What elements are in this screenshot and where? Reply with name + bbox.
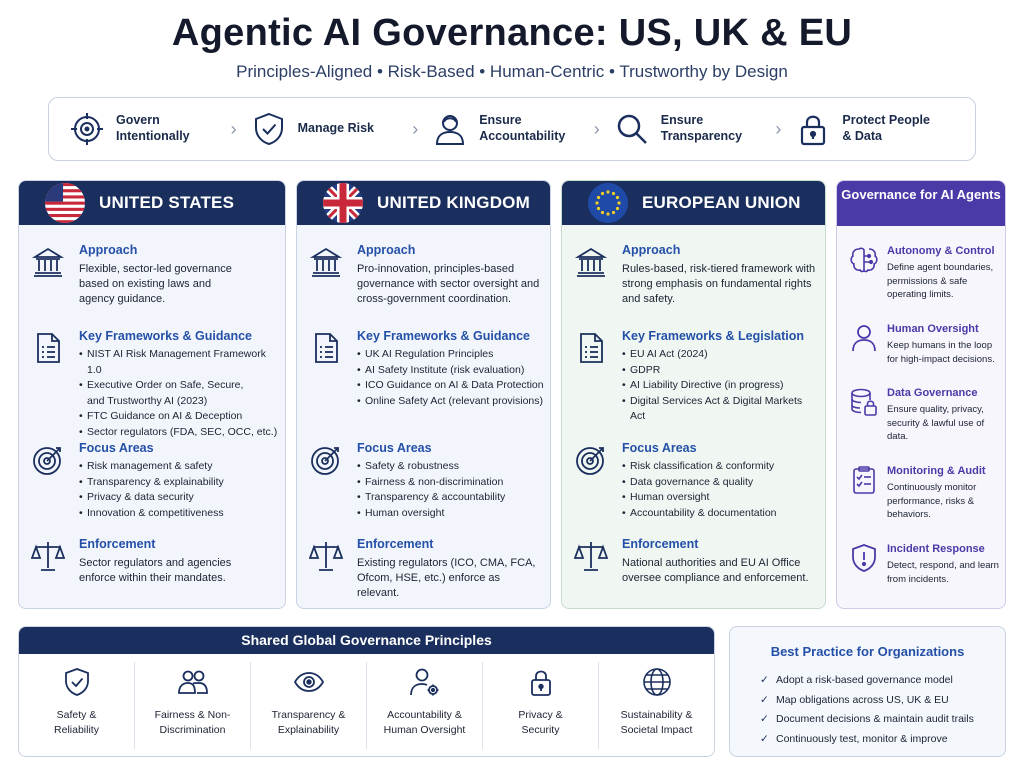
target-icon [69,111,105,147]
principle-label: Safety & Reliability [54,709,99,736]
scales-icon [31,539,65,573]
checklist-icon [849,465,879,495]
list-item: • Transparency & explainability [79,475,224,491]
shield-alert-icon [849,543,879,573]
section-title: Enforcement [622,537,699,551]
list-item: • Executive Order on Safe, Secure, and Trustworthy AI (2023) [79,378,249,409]
section-text: Existing regulators (ICO, CMA, FCA, Ofcom, HSE, etc.) enforce as relevant. [357,557,536,599]
target-icon [309,443,343,477]
card-header [297,181,550,225]
section-text: Flexible, sector-led governance based on existing laws and agency guidance. [79,263,232,305]
pillar-label: Manage Risk [297,121,375,136]
agent-item-text: Keep humans in the loop for high-impact decisions. [887,340,995,365]
list-item: • Human oversight [357,506,505,522]
section-title: Approach [79,243,138,257]
scales-icon [574,539,608,573]
eye-icon [293,666,325,698]
principle-label: Sustainability & Societal Impact [620,709,693,736]
lock-icon [795,111,831,147]
region-card-eu [561,180,826,609]
principle-label: Transparency & Explainability [271,709,346,736]
chevron-right-icon: › [412,118,419,139]
list-item: • Accountability & documentation [622,506,777,522]
document-icon [574,331,608,365]
section-title: Enforcement [79,537,156,551]
list-item: • Risk classification & conformity [622,459,777,475]
target-icon [574,443,608,477]
card-header [19,181,285,225]
pillar-govern [69,111,229,147]
pillar-label: Ensure Accountability [479,113,566,143]
person-icon [849,323,879,353]
best-practice-list [760,671,974,749]
page-subtitle: Principles-Aligned • Risk-Based • Human-Centric • Trustworthy by Design [236,62,788,81]
principle-label: Accountability & Human Oversight [383,709,466,736]
principle-accountability [367,662,483,749]
eu-flag-icon [588,183,628,223]
uk-flag-icon [323,183,363,223]
principle-fairness [135,662,251,749]
best-practice-text: Continuously test, monitor & improve [776,732,948,745]
shared-principles-row [19,654,714,757]
best-practice-title: Best Practice for Organizations [770,644,965,659]
list-item: • AI Liability Directive (in progress) [622,378,819,394]
government-building-icon [31,245,65,279]
magnifier-icon [614,111,650,147]
agent-item-title: Data Governance [887,387,978,399]
agent-item-title: Autonomy & Control [887,245,995,257]
list-item: • Safety & robustness [357,459,505,475]
globe-icon [641,666,673,698]
frameworks-list [357,347,544,409]
list-item: • Transparency & accountability [357,490,505,506]
shared-principles-title: Shared Global Governance Principles [19,627,714,654]
pillar-label: Govern Intentionally [116,113,190,143]
region-name: UNITED STATES [99,193,235,212]
region-card-us [18,180,286,609]
list-item: • Risk management & safety [79,459,224,475]
section-title: Key Frameworks & Legislation [622,329,805,343]
page-title: Agentic AI Governance: US, UK & EU [171,12,853,54]
agent-item-title: Incident Response [887,543,985,555]
frameworks-list [622,347,819,425]
best-practice-text: Adopt a risk-based governance model [776,674,953,686]
list-item: • Digital Services Act & Digital Markets Act [622,394,819,425]
section-title: Enforcement [357,537,434,551]
section-title: Key Frameworks & Guidance [357,329,530,343]
document-icon [309,331,343,365]
section-text: Sector regulators and agencies enforce within their mandates. [79,557,232,584]
government-building-icon [309,245,343,279]
list-item: • Fairness & non-discrimination [357,475,505,491]
agent-item-text: Detect, respond, and learn from incidents. [887,560,999,585]
section-title: Approach [622,243,681,257]
brain-icon [849,245,879,275]
list-item: • AI Safety Institute (risk evaluation) [357,363,544,379]
focus-list [622,459,777,521]
list-item: • UK AI Regulation Principles [357,347,544,363]
agents-title: Governance for AI Agents [837,181,1005,226]
list-item: • GDPR [622,363,819,379]
lock-icon [525,666,557,698]
us-flag-icon [45,183,85,223]
principle-privacy [483,662,599,749]
principle-label: Fairness & Non-Discrimination [154,709,231,736]
principle-label: Privacy & Security [518,709,563,736]
section-title: Focus Areas [79,441,154,455]
focus-list [79,459,224,521]
pillar-label: Ensure Transparency [660,113,743,143]
principle-sustainability [599,662,714,749]
section-title: Key Frameworks & Guidance [79,329,252,343]
region-name: EUROPEAN UNION [642,193,801,212]
list-item: • Sector regulators (FDA, SEC, OCC, etc.) [79,425,279,441]
best-practice-text: Document decisions & maintain audit trails [776,713,974,725]
list-item: • Online Safety Act (relevant provisions) [357,394,544,410]
pillar-transparency [614,111,774,147]
scales-icon [309,539,343,573]
pillar-label: Protect People & Data [842,113,930,143]
list-item: • NIST AI Risk Management Framework 1.0 [79,347,279,378]
database-lock-icon [849,387,879,417]
chevron-right-icon: › [593,118,600,139]
best-practice-text: Map obligations across US, UK & EU [776,693,949,706]
card-header [562,181,825,225]
list-item [760,691,974,711]
list-item: • ICO Guidance on AI & Data Protection [357,378,544,394]
list-item: • Human oversight [622,490,777,506]
section-title: Focus Areas [357,441,432,455]
agent-item-title: Monitoring & Audit [887,465,986,477]
section-text: National authorities and EU AI Office oversee compliance and enforcement. [622,557,809,584]
checkmark-icon: ✓ [760,693,769,706]
region-card-uk [296,180,551,609]
person-icon [432,111,468,147]
chevron-right-icon: › [230,118,237,139]
person-gear-icon [409,666,441,698]
document-icon [31,331,65,365]
pillars-bar [48,97,976,161]
list-item: • Data governance & quality [622,475,777,491]
list-item: • Privacy & data security [79,490,224,506]
government-building-icon [574,245,608,279]
frameworks-list [79,347,279,440]
pillar-manage-risk [251,111,411,147]
agents-panel [836,180,1006,609]
checkmark-icon: ✓ [760,674,769,686]
agent-item-text: Ensure quality, privacy, security & lawful use of data. [887,404,985,442]
section-title: Focus Areas [622,441,697,455]
principle-safety [19,662,135,749]
pillar-accountability [432,111,592,147]
agent-item-text: Continuously monitor performance, risks & behaviors. [887,482,977,520]
pillar-protect [795,111,955,147]
list-item: • EU AI Act (2024) [622,347,819,363]
list-item: • FTC Guidance on AI & Deception [79,409,279,425]
shield-check-icon [251,111,287,147]
principle-transparency [251,662,367,749]
shared-principles-panel [18,626,715,757]
agent-item-title: Human Oversight [887,323,979,335]
checkmark-icon: ✓ [760,713,769,725]
list-item [760,710,974,730]
chevron-right-icon: › [775,118,782,139]
shield-check-icon [61,666,93,698]
list-item: • Innovation & competitiveness [79,506,224,522]
section-text: Pro-innovation, principles-based governance with sector oversight and cross-government coordination. [357,263,540,305]
region-name: UNITED KINGDOM [377,193,530,212]
list-item [760,671,974,691]
list-item [760,730,974,750]
best-practice-panel [729,626,1006,757]
section-title: Approach [357,243,416,257]
section-text: Rules-based, risk-tiered framework with strong emphasis on fundamental rights and safety. [622,263,816,305]
target-icon [31,443,65,477]
agent-item-text: Define agent boundaries, permissions & safe operating limits. [887,262,994,300]
people-icon [177,666,209,698]
checkmark-icon: ✓ [760,732,769,745]
focus-list [357,459,505,521]
